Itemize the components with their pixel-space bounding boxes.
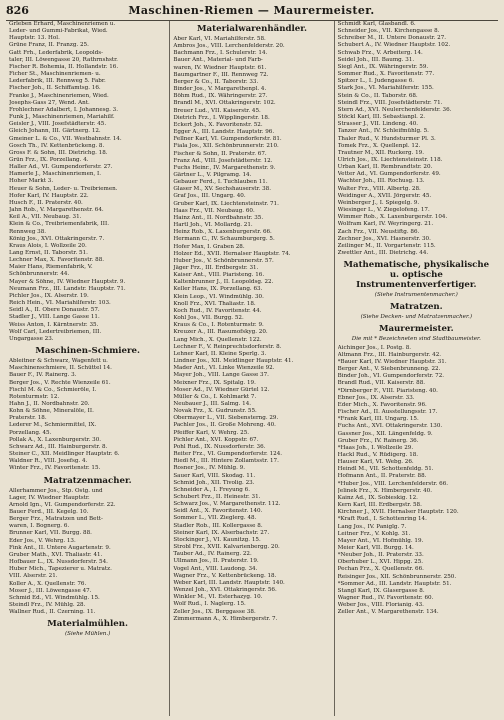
directory-entry: Stangl Karl, IX. Glasergasse 8. [337,587,425,594]
directory-entry: Dietrich Frz., I. Wipplingerstr. 18. [173,114,270,121]
directory-entry: Huber Mich., Tapezierer u. Matratz. [9,566,112,573]
directory-entry: Lederfabrik, III. Rennweg 5. Fabr. [9,78,106,85]
directory-entry: Lechner Max, X. Favoritenstr. 88. [9,257,105,264]
directory-entry: Kraus & Co., I. Rotenturmstr. 9. [173,322,264,329]
directory-entry: Lechner F., V. Reinprechtsdorferstr. 8. [173,343,282,350]
directory-entry: Weber Karl, III. Landstr. Hauptstr. 140. [173,579,285,586]
section-heading: Maurermeister. [378,324,454,335]
directory-entry: Funk J., Maschinenriemen, Mariahilf. [9,114,115,121]
directory-entry: Lang Ernst, II. Taborstr. 51. [9,250,88,256]
directory-entry: Wolfram Karl, IV. Weyringerg. 21. [337,221,434,228]
directory-entry: Franke J., Maschinenriemen, Wied. [9,92,109,99]
directory-entry: Ulrich Jos., IX. Liechtensteinstr. 118. [337,156,443,163]
directory-entry: Steiner C., XII. Meidlinger Hauptstr. 6. [9,451,120,458]
directory-entry: Kreuzer A., III. Rasumofskyg. 20. [173,329,268,336]
directory-entry: Hermann C., IV. Schaumburgerg. 5. [173,236,275,243]
directory-entry: VIII. Alserstr. 21. [9,573,58,580]
running-head: Maschinen-Riemen — Maurermeister. [128,4,375,17]
directory-entry: Hauptstr. 13. Hol. [9,35,60,42]
directory-entry: Hackl Rud., V. Rüdigerg. 18. [337,451,419,458]
directory-entry: waren, IV. Wiedner Hauptstr. 61. [173,64,267,71]
directory-entry: Heinz Rob., X. Laxenburgerstr. 66. [173,229,272,236]
directory-entry: Fischl M. & Co., Schmieröle, I. [9,386,97,393]
directory-entry: Urban Karl, II. Rembrandtstr. 20. [337,164,433,171]
directory-entry: Steindl Frz., IV. Mühlg. 28. [9,602,86,609]
directory-entry: Rennweg 38. [9,228,47,235]
directory-entry: Mader Ant., VI. Linke Wienzeile 92. [173,365,275,372]
directory-entry: Egger A., III. Landstr. Hauptstr. 96. [173,129,275,136]
directory-entry: *Frank Karl, III. Ungarg. 15. [337,416,419,423]
directory-entry: Schmid Joh., XII. Tivolig. 23. [173,479,255,486]
directory-entry: Gosch Th., IV. Kettenbrückeng. 8. [9,142,105,149]
section-heading: Maschinen-Schmiere. [35,346,141,357]
directory-entry: Mayer & Söhne, IV. Wiedner Hauptstr. 9. [9,278,126,285]
directory-entry: Strasser J., VII. Lindeng. 40. [337,121,419,128]
directory-entry: Reich Hein., VI. Mariahilferstr. 103. [9,300,111,307]
directory-entry: Winkler M., VI. Esterhazyg. 10. [173,594,263,601]
directory-entry: Zeilinger M., II. Vorgartenstr. 115. [337,242,436,249]
directory-entry: Fischer & Sohn, II. Praterstr. 67. [173,150,267,157]
directory-entry: Tanzer Ant., IV. Schleifmühlg. 5. [337,128,429,135]
directory-entry: Meixner Frz., IX. Spitalg. 19. [173,379,256,386]
directory-entry: Hamerle J., Maschinenriemen, I. [9,171,102,178]
directory-entry: Bauer Ant., Material- und Farb- [173,57,263,64]
directory-entry: Stockinger J., VI. Kaunitzg. 15. [173,536,261,543]
directory-entry: Stadler Rob., III. Kollergasse 8. [173,522,263,529]
directory-entry: Wolf Carl, Ledertreibriemen, III. [9,328,102,335]
directory-entry: Pollak A., X. Laxenburgerstr. 30. [9,436,102,443]
directory-entry: Schmidt Karl, Glasbandl. 6. [337,21,416,27]
directory-entry: Gleich Johann, III. Gärtnerg. 12. [9,128,101,135]
directory-entry: Knoll Frz., XVI. Thaliastr. 18. [173,300,256,307]
directory-entry: Bachmann Frz., I. Schulerstr. 14. [173,50,268,57]
directory-entry: Brandl M., XVI. Ottakringerstr. 102. [173,100,276,107]
directory-entry: Gmeiner L. & Co., VII. Westbahnstr. 14. [9,135,122,142]
directory-entry: Trautner M., XII. Ruckerg. 19. [337,149,424,156]
directory-entry: Wagner Frz., V. Kettenbrückeng. 18. [173,572,277,579]
directory-entry: *Kraft Rud., I. Schottenring 14. [337,516,427,523]
directory-entry: Koch Rud., IV. Favoritenstr. 44. [173,307,262,314]
directory-entry: Schubert Frz., II. Heinestr. 31. [173,494,261,500]
directory-entry: Seidel Joh., III. Baumg. 31. [337,56,415,63]
directory-entry: Husch F., II. Praterstr. 40. [9,199,83,206]
directory-entry: Kohl Jos., VII. Burgg. 52. [173,315,244,322]
directory-entry: waren, I. Bognerg. 6. [9,523,70,530]
directory-entry: Grleben Erhard, Maschinenriemen u. [9,21,116,27]
directory-entry: Hofbauer L., IX. Nussdorferstr. 54. [9,559,108,566]
columns [6,21,498,716]
section-note: (Siehe Decken- und Matratzenmacher.) [360,314,473,321]
directory-entry: Gruber Math., XVI. Thaliastr. 41. [9,551,103,558]
directory-entry: Wiesinger L., V. Ziegelofeng. 17. [337,207,430,214]
column-3 [334,21,498,716]
directory-entry: *Bauer Karl, IV. Wiedner Hauptstr. 31. [337,358,447,365]
directory-entry: taler, III. Löwengasse 20, Rathrnshstr. [9,56,118,63]
directory-entry: Leitner Frz., V. Kohlg. 31. [337,530,411,537]
directory-entry: Neumann Frz., III. Landstr. Hauptstr. 71. [9,285,126,292]
directory-entry: Zimmermann A., X. Himbergerstr. 7. [173,615,278,622]
directory-entry: Neubauer J., III. Salmg. 14. [173,400,252,407]
page-number: 826 [6,4,29,17]
directory-entry: Mayer Ant., VI. Hofmühlg. 19. [337,537,424,544]
directory-entry: Seidl Ant., X. Favoritenstr. 140. [173,508,263,515]
directory-entry: Tauber Ad., IV. Rainerg. 22. [173,551,252,558]
directory-entry: Graf Jos., III. Ungarg. 40. [173,193,246,200]
directory-entry: Jahn Rob., V. Margarethenstr. 64. [9,207,104,214]
directory-entry: Aichinger Jos., I. Postg. 8. [337,344,412,351]
directory-entry: Kirchner J., XVII. Hernalser Hauptstr. 120. [337,509,459,516]
directory-entry: Hoher Markt 3. [9,178,54,185]
section-heading: Matratzen. [389,302,443,313]
section-heading: Materialmühlen. [47,619,129,630]
directory-entry: Oberhuber L., XVI. Hippg. 25. [337,559,424,566]
directory-entry: Zechner Jos., XVI. Hasnerstr. 30. [337,235,431,242]
directory-entry: Gatt Frh., Lederfabrik, Leopolds- [9,49,104,56]
directory-entry: Allerhammer Jos., Stp. Ostg. und [9,487,103,494]
directory-entry: Binder Jos., V. Margarethenpl. 4. [173,86,267,93]
directory-entry: Thaler Rud., V. Hundsturmer Pl. 3. [337,135,436,142]
directory-entry: Hahn J., II. Nordbahnstr. 20. [9,400,90,407]
directory-entry: Lang Mich., X. Quellenstr. 122. [173,336,262,343]
directory-entry: König Jos., XVI. Ottakringerstr. 7. [9,235,105,242]
directory-entry: Fiala Jos., XII. Schönbrunnerstr. 210. [173,143,279,150]
directory-entry: Grüne Franz, II. Franzg. 25. [9,42,89,49]
directory-entry: Steiner Karl, IX. Alserbachstr. 27. [173,529,270,536]
directory-entry: Kaiser Ant., VIII. Piaristeng. 16. [173,272,265,279]
directory-entry: Wallner Rud., II. Czerning. 11. [9,609,96,616]
directory-entry: Hofer Karl, IV. Hauptstr. 22. [9,192,89,199]
directory-entry: Bauer Ferd., III. Kegelg. 10. [9,509,89,515]
directory-entry: *Neuber Joh., II. Praterstr. 33. [337,552,424,559]
directory-entry: Waldner R., VIII. Josefsg. 4. [9,458,88,465]
directory-entry: Rotenturmstr. 12. [9,393,60,400]
directory-entry: Gebauer Ferd., I. Tuchlauben 11. [173,179,268,186]
section-note: Die mit * Bezeichneten sind Stadtbaumeister. [351,336,481,343]
directory-entry: Schwarz Ad., III. Hainburgerstr. 8. [9,443,108,450]
directory-entry: Reisinger Jos., XII. Schönbrunnerstr. 250. [337,573,457,580]
directory-entry: Hainz Ant., II. Nordbahnstr. 35. [173,214,264,221]
directory-entry: Aber Karl, VI. Mariahilferstr. 58. [173,36,266,42]
directory-entry: Brandl Rud., VII. Kaiserstr. 88. [337,380,426,387]
directory-entry: Schubert A., IV. Wiedner Hauptstr. 102. [337,42,451,49]
page-header [6,4,498,21]
directory-entry: Koller A., X. Quellenstr. 76. [9,580,87,587]
directory-entry: Kaltenbrunner J., II. Leopoldsg. 22. [173,279,274,286]
directory-entry: Gruber Frz., IV. Rainerg. 36. [337,437,419,444]
directory-entry: Fuchs Heinr., IV. Margarethenstr. 9. [173,164,276,171]
directory-entry: Vetter Ad., VI. Gumpendorferstr. 49. [337,171,441,178]
directory-entry: Pfeiffer Karl, V. Wehrg. 25. [173,429,250,436]
directory-entry: Schönbrunnerstr. 44. [9,271,70,278]
section-heading: Materialwarenhändler. [197,24,307,34]
directory-entry: Jäger Frz., III. Erdbergstr. 31. [173,265,259,271]
directory-entry: Gärtner L., V. Pilgramg. 14. [173,171,252,178]
directory-entry: Stein & Co., II. Taborstr. 68. [337,92,418,99]
directory-entry: *Huber Jos., VIII. Lerchenfelderstr. 66. [337,480,449,487]
directory-entry: Lederer M., Schmiermittel, IX. [9,422,97,429]
directory-entry: Leder- und Gummi-Fabrikat, Wied. [9,28,108,35]
directory-entry: Heuer & Sohn, Leder- u. Treibriemen. [9,185,118,192]
section-note: (Siehe Instrumentenmacher.) [374,292,458,299]
directory-entry: Wimmer Rob., X. Laxenburgerstr. 104. [337,214,448,221]
directory-entry: Berger Jos., V. Rechte Wienzeile 61. [9,379,111,386]
directory-entry: Haller Ad., VI. Gumpendorferstr. 27. [9,164,113,171]
directory-entry: Ullmann Jos., II. Praterstr. 19. [173,558,259,565]
directory-entry: Arnold Ign., VI. Gumpendorferstr. 22. [9,501,116,508]
directory-entry: Lehner Karl, II. Kleine Sperlg. 3. [173,350,267,357]
directory-entry: Stern Ad., XVI. Neulerchenfelderstr. 36. [337,106,452,113]
directory-entry: Zwettler Ant., III. Dietrichg. 44. [337,250,429,256]
directory-entry: Schneider A., I. Freyung 6. [173,486,251,493]
column-1 [6,21,169,716]
directory-entry: Hartl Joh., VI. Mollardg. 21. [173,222,253,229]
directory-entry: Steindl Frz., VIII. Josefstädterstr. 71. [337,99,443,106]
directory-entry: Gassner Jos., XII. Längenfeldg. 9. [337,430,433,437]
directory-entry: Fischer R. Bohemia, II. Hollandstr. 16. [9,63,119,70]
directory-entry: Schreiber M., II. Untere Donaustr. 27. [337,35,447,42]
directory-entry: Pachler Jos., II. Große Mohreng. 40. [173,422,276,429]
directory-entry: Baumgartner F., III. Rennweg 72. [173,71,269,78]
directory-entry: Binder Joh., VI. Gumpendorferstr. 72. [337,373,445,380]
directory-entry: Wachter Joh., III. Rochusg. 13. [337,178,425,185]
directory-entry: Hofer Max, I. Graben 28. [173,243,245,250]
directory-entry: Kohn & Söhne, Mineralöle, II. [9,408,94,415]
directory-entry: Lindner Jos., XII. Meidlinger Hauptstr. 41. [173,358,294,365]
directory-entry: Keil A., VII. Neubaug. 31. [9,214,82,221]
directory-entry: Pechan Frz., X. Quellenstr. 66. [337,566,424,573]
directory-entry: Pichler Jos., IX. Alserstr. 19. [9,292,89,299]
directory-entry: Strobl Frz., XVII. Kalvarienbergg. 20. [173,544,280,551]
directory-entry: Mayer Joh., VIII. Lange Gasse 37. [173,372,269,379]
directory-entry: Fischer Ad., II. Ausstellungsstr. 17. [337,409,438,416]
directory-entry: Vogel Ant., VIII. Laudong. 34. [173,565,258,572]
directory-entry: Wagner Rud., IV. Favoritenstr. 60. [337,595,434,602]
directory-entry: Wolf Rud., I. Naglerg. 15. [173,601,246,608]
directory-entry: Weber Jos., VIII. Florianig. 43. [337,602,424,609]
column-2 [169,21,333,716]
directory-entry: Fuchs Ant., XVI. Ottakringerstr. 130. [337,423,443,430]
directory-entry: Rosner Jos., IV. Mühlg. 9. [173,465,245,472]
directory-entry: Klein & Co., Treibriemenfabrik, III. [9,221,109,228]
directory-entry: Kraus Alois, I. Wollzeile 20. [9,242,87,249]
directory-entry: Ableitner & Schwarz, Wagenfett u. [9,358,108,365]
directory-entry: Weinberger J., I. Spiegelg. 9. [337,199,420,206]
directory-entry: Klein Leop., VI. Windmühlg. 30. [173,293,264,300]
directory-entry: Praterstr. 18. [9,415,47,422]
directory-entry: Huber Jos., V. Schönbrunnerstr. 57. [173,257,274,264]
directory-entry: Stadler J., VIII. Lange Gasse 11. [9,314,100,321]
directory-entry: Böhm Rud., IX. Währingerstr. 27. [173,93,268,100]
directory-entry: Kern Karl, III. Erdbergstr. 58. [337,502,422,509]
directory-entry: Sauer Karl, VIII. Skodag. 11. [173,472,256,479]
directory-entry: Schwab Frz., V. Arbeiterg. 14. [337,49,423,56]
directory-entry: Novak Frz., X. Gudrunstr. 55. [173,408,257,415]
section-note: (Siehe Mühlen.) [64,631,111,638]
directory-entry: Lager, IV. Wiedner Hauptstr. [9,494,90,501]
directory-entry: Hauser Karl, VI. Webg. 26. [337,459,414,466]
directory-entry: Seidl A., II. Obere Donaustr. 57. [9,307,100,314]
directory-entry: Keller Hans, IX. Porzellang. 63. [173,286,263,293]
directory-entry: Meier Karl, VII. Burgg. 14. [337,545,414,551]
directory-entry: Ambros Jos., VIII. Lerchenfelderstr. 20. [173,43,285,50]
directory-entry: Ficher St., Maschinenriemen- u. [9,71,101,78]
directory-entry: Wenzel Joh., XVI. Ottakringerstr. 56. [173,587,277,594]
directory-entry: Sommer Rud., X. Favoritenstr. 77. [337,71,435,78]
directory-entry: Frohlechner Adalbert, I. Johannesg. 3. [9,106,119,113]
directory-entry: Fischer Joh., II. Schiffamtsg. 16. [9,85,101,92]
directory-entry: Jelinek Frz., X. Himbergerstr. 40. [337,487,432,494]
directory-entry: Berger Ant., V. Siebenbrunneng. 22. [337,366,441,373]
directory-entry: Weiss Anton, I. Kärntnerstr. 35. [9,321,99,328]
directory-entry: Eder Mich., X. Favoritenstr. 96. [337,401,427,408]
directory-entry: Bauer F., IV. Rainerg. 3. [9,372,77,379]
directory-entry: Maier Hans, Riemenfabrik, V. [9,264,93,271]
directory-entry: Obermayer L., VII. Siebensterng. 29. [173,415,279,422]
directory-entry: Brunner Karl, VII. Burgg. 88. [9,530,92,537]
directory-entry: Sommer L., VII. Zieglerg. 48. [173,515,257,522]
directory-entry: Josephs-Gass 27, Wend. Ant. [9,99,90,106]
directory-entry: Altmann Frz., III. Hainburgerstr. 42. [337,351,442,358]
directory-entry: Tomek Frz., X. Quellenpl. 12. [337,142,421,149]
directory-entry: Maschinenschmiere, II. Schüttel 14. [9,365,112,372]
directory-entry: Siegl Ant., IX. Währingerstr. 59. [337,63,429,70]
directory-entry: Stark Jos., VI. Mariahilferstr. 155. [337,85,434,92]
directory-entry: Schneider Jos., VII. Kirchengasse 8. [337,28,440,35]
directory-entry: Ebner Jos., IX. Alserstr. 33. [337,394,415,401]
directory-entry: Fellner Karl, VI. Gumpendorferstr. 81. [173,136,282,143]
section-heading: Mathematische, physikalische u. optische Instrumentenverfertiger. [343,260,490,291]
directory-entry: Walter Frz., VIII. Albertg. 28. [337,185,421,192]
directory-entry: Gruber Karl, IX. Liechtensteinstr. 71. [173,200,279,207]
directory-entry: Holzer Ed., XVII. Hernalser Hauptstr. 74. [173,250,291,257]
directory-entry: Moser Ad., IV. Wiedner Gürtel 12. [173,386,270,393]
directory-entry: Berger & Co., II. Taborstr. 33. [173,78,259,85]
directory-entry: Schwarz Jos., V. Margarethenstr. 112. [173,501,281,508]
directory-entry: Stöckl Karl, III. Sebastianpl. 2. [337,114,426,121]
directory-entry: Schmid Ed., VI. Windmühlg. 15. [9,594,100,601]
directory-entry: Reiter Frz., VI. Gumpendorferstr. 124. [173,451,283,458]
directory-entry: Fink Ant., II. Untere Augartenstr. 9. [9,544,111,551]
directory-entry: Lang Jos., IV. Paniglg. 7. [337,523,407,530]
directory-entry: Zeller Jos., IX. Berggasse 38. [173,608,256,615]
directory-entry: Pohl Rud., IX. Nussdorferstr. 36. [173,443,266,450]
directory-entry: Weidinger A., XVII. Jörgerstr. 45. [337,192,432,199]
directory-entry: *Sommer Ad., III. Landstr. Hauptstr. 51. [337,580,452,587]
directory-entry: *Dirnberger F., VIII. Piaristeng. 40. [337,387,438,394]
directory-entry: Haas Frz., VII. Neubaug. 60. [173,207,255,214]
directory-entry: Heindl M., VII. Schottenfeldg. 51. [337,466,434,473]
section-heading: Matratzenmacher. [43,475,132,486]
directory-entry: Gross F. & Sohn, III. Dietrichg. 18. [9,149,108,156]
directory-entry: Porzellang. 45. [9,429,52,436]
directory-entry: Kainz Ad., IX. Sobieskig. 12. [337,494,418,501]
directory-entry: Hofmann Ant., II. Praterstr. 88. [337,473,427,480]
directory-entry: Breuer Lud., VII. Kaiserstr. 45. [173,107,261,114]
directory-entry: Eckert Joh., X. Favoritenstr. 52. [173,121,263,128]
directory-entry: Moser J., III. Löwengasse 47. [9,587,92,594]
directory-entry: Müller & Co., I. Kohlmarkt 7. [173,393,257,400]
directory-entry: Geisler J., VIII. Josefstädterstr. 45. [9,121,107,128]
directory-entry: Zach Frz., VII. Neustiftg. 86. [337,228,420,235]
directory-entry: Pichler Ant., XVI. Koppstr. 67. [173,436,259,443]
directory-entry: Grün Frz., IX. Porzellang. 4. [9,156,89,163]
directory-entry: Eder Jos., V. Wehrg. 13. [9,537,76,544]
directory-entry: Franz Ad., VIII. Josefstädterstr. 12. [173,157,273,164]
directory-entry: Ungargasse 23. [9,335,54,342]
directory-entry: Winter Frz., IV. Favoritenstr. 15. [9,465,101,472]
directory-entry: Spitzer L., I. Judengasse 6. [337,78,415,85]
directory-entry: Zeller Ant., V. Margarethenstr. 134. [337,609,439,616]
directory-entry: Riedl M., III. Hintere Zollamtsstr. 17. [173,458,279,465]
directory-entry: *Haas Joh., I. Wollzeile 29. [337,444,414,451]
directory-entry: Berger Frz., Matratzen und Bett- [9,516,103,523]
directory-entry: Glaser M., XV. Sechshauserstr. 38. [173,186,271,193]
